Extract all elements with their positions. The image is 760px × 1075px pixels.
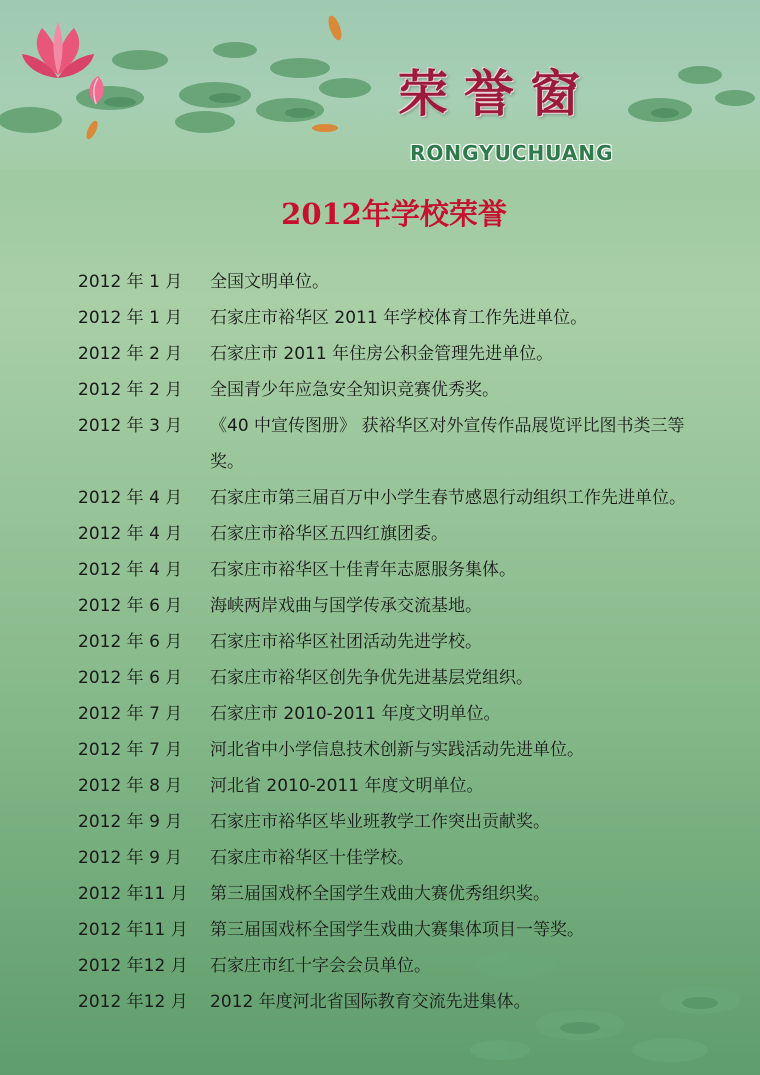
- honor-date: 2012 年 6 月: [78, 596, 183, 616]
- honor-text: 石家庄市裕华区十佳学校。: [210, 848, 414, 868]
- honor-text: 河北省中小学信息技术创新与实践活动先进单位。: [210, 740, 584, 760]
- honor-row: [78, 480, 698, 516]
- honor-row: [78, 732, 698, 768]
- honor-date: 2012 年 3 月: [78, 416, 183, 436]
- honor-row: [78, 948, 698, 984]
- honor-text: 全国文明单位。: [210, 272, 329, 292]
- honor-date: 2012 年11 月: [78, 884, 188, 904]
- page-title: 2012年学校荣誉: [281, 197, 507, 231]
- header-banner: [0, 0, 760, 170]
- honor-date: 2012 年12 月: [78, 956, 188, 976]
- honor-row: [78, 408, 698, 480]
- honor-text: 石家庄市裕华区 2011 年学校体育工作先进单位。: [210, 308, 588, 328]
- honor-row: [78, 876, 698, 912]
- honor-text: 石家庄市裕华区五四红旗团委。: [210, 524, 448, 544]
- honor-date: 2012 年 9 月: [78, 812, 183, 832]
- honor-row: [78, 516, 698, 552]
- honor-text: 石家庄市裕华区创先争优先进基层党组织。: [210, 668, 533, 688]
- honor-row: [78, 840, 698, 876]
- honor-row: [78, 264, 698, 300]
- honor-text: 石家庄市裕华区十佳青年志愿服务集体。: [210, 560, 516, 580]
- honor-text: 石家庄市裕华区社团活动先进学校。: [210, 632, 482, 652]
- honor-text: 全国青少年应急安全知识竞赛优秀奖。: [210, 380, 499, 400]
- honor-date: 2012 年 4 月: [78, 560, 183, 580]
- honor-text: 河北省 2010-2011 年度文明单位。: [210, 776, 484, 796]
- honor-row: [78, 660, 698, 696]
- honor-text: 石家庄市 2010-2011 年度文明单位。: [210, 704, 501, 724]
- honor-text: 石家庄市 2011 年住房公积金管理先进单位。: [210, 344, 554, 364]
- lotus-flower-icon: [22, 22, 94, 78]
- honor-text: 第三届国戏杯全国学生戏曲大赛优秀组织奖。: [210, 884, 550, 904]
- honor-date: 2012 年 9 月: [78, 848, 183, 868]
- honor-text: 石家庄市第三届百万中小学生春节感恩行动组织工作先进单位。: [210, 488, 686, 508]
- honor-row: [78, 624, 698, 660]
- honor-date: 2012 年11 月: [78, 920, 188, 940]
- honor-row: [78, 984, 698, 1020]
- honor-text: 2012 年度河北省国际教育交流先进集体。: [210, 992, 531, 1012]
- honor-date: 2012 年 2 月: [78, 380, 183, 400]
- honor-date: 2012 年12 月: [78, 992, 188, 1012]
- honor-date: 2012 年 1 月: [78, 308, 183, 328]
- honor-date: 2012 年 8 月: [78, 776, 183, 796]
- honor-date: 2012 年 1 月: [78, 272, 183, 292]
- honor-date: 2012 年 2 月: [78, 344, 183, 364]
- honor-date: 2012 年 7 月: [78, 704, 183, 724]
- honor-date: 2012 年 7 月: [78, 740, 183, 760]
- honor-text: 《40 中宣传图册》 获裕华区对外宣传作品展览评比图书类三等奖。: [210, 416, 685, 472]
- honor-text: 第三届国戏杯全国学生戏曲大赛集体项目一等奖。: [210, 920, 584, 940]
- banner-title: 荣誉窗: [398, 64, 596, 123]
- honor-date: 2012 年 4 月: [78, 488, 183, 508]
- honor-row: [78, 588, 698, 624]
- honors-list: [78, 264, 698, 1020]
- lotus-pond-illustration: [0, 0, 760, 170]
- honor-row: [78, 912, 698, 948]
- honor-date: 2012 年 6 月: [78, 632, 183, 652]
- honor-text: 石家庄市裕华区毕业班教学工作突出贡献奖。: [210, 812, 550, 832]
- honor-text: 海峡两岸戏曲与国学传承交流基地。: [210, 596, 482, 616]
- honor-row: [78, 300, 698, 336]
- honor-row: [78, 696, 698, 732]
- honor-row: [78, 336, 698, 372]
- honor-row: [78, 372, 698, 408]
- honor-text: 石家庄市红十字会会员单位。: [210, 956, 431, 976]
- honor-row: [78, 768, 698, 804]
- banner-subtitle: RONGYUCHUANG: [410, 141, 614, 165]
- honor-date: 2012 年 6 月: [78, 668, 183, 688]
- honor-date: 2012 年 4 月: [78, 524, 183, 544]
- honor-row: [78, 552, 698, 588]
- honor-row: [78, 804, 698, 840]
